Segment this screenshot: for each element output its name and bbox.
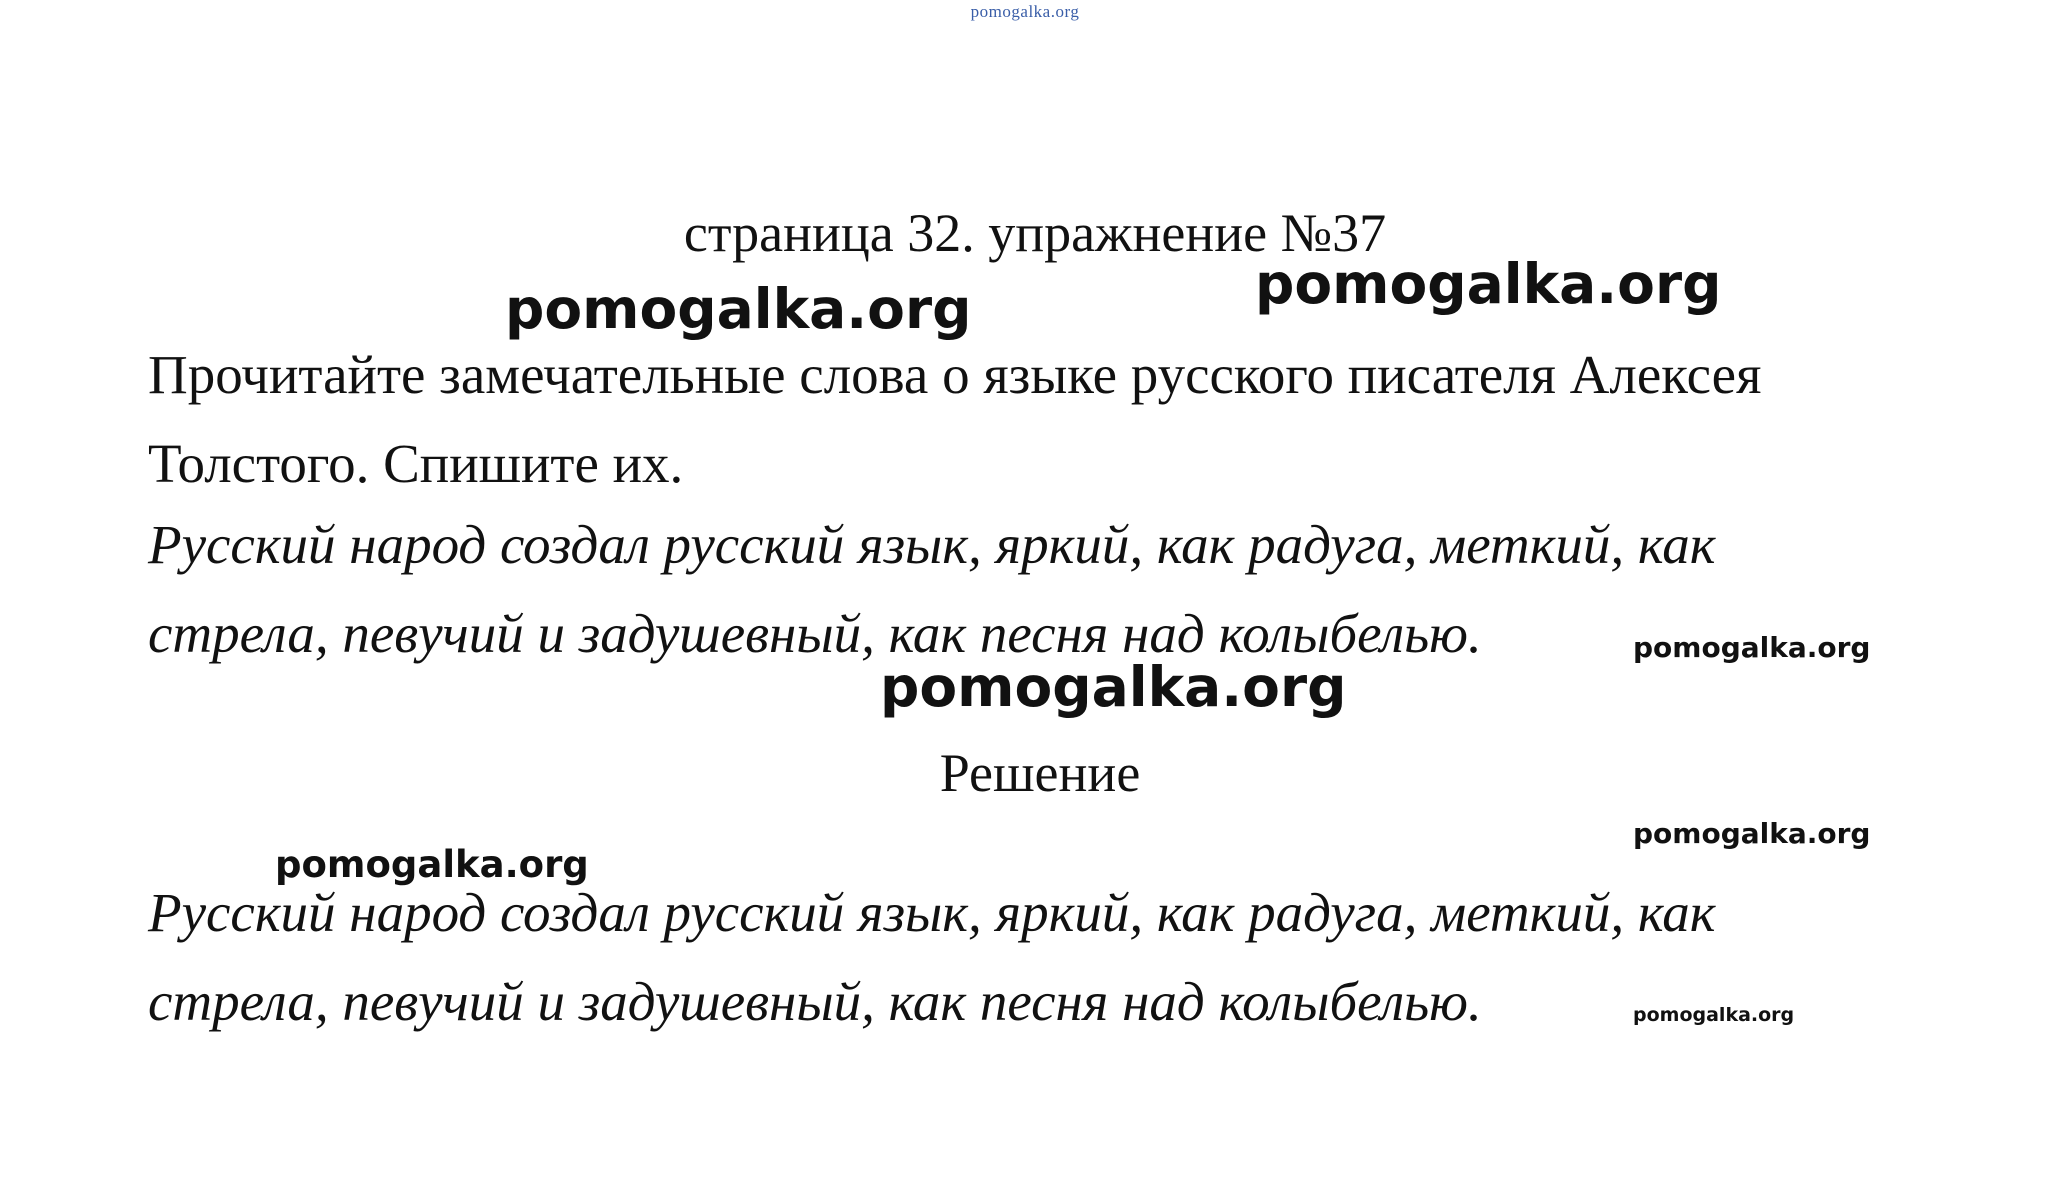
watermark: pomogalka.org (1633, 1004, 1795, 1026)
answer-line: стрела, певучий и задушевный, как песня над колыбелью. (148, 971, 1482, 1032)
quote-line: стрела, певучий и задушевный, как песня над колыбелью. (148, 603, 1482, 664)
watermark: pomogalka.org (1255, 252, 1722, 316)
exercise-title: страница 32. упражнение №37 (683, 203, 1387, 263)
task-line: Прочитайте замечательные слова о языке русского писателя Алексея (148, 344, 1762, 405)
watermark: pomogalka.org (1633, 631, 1871, 664)
answer-line: Русский народ создал русский язык, яркий, как радуга, меткий, как (148, 882, 1716, 943)
site-link[interactable]: pomogalka.org (970, 2, 1080, 21)
watermark: pomogalka.org (1633, 817, 1871, 850)
watermark: pomogalka.org (505, 277, 972, 341)
task-text (148, 330, 1948, 508)
solution-heading: Решение (939, 743, 1141, 803)
watermark: pomogalka.org (275, 843, 589, 886)
quote-line: Русский народ создал русский язык, яркий, как радуга, меткий, как (148, 514, 1716, 575)
task-line: Толстого. Спишите их. (148, 433, 684, 494)
watermark: pomogalka.org (880, 655, 1347, 719)
